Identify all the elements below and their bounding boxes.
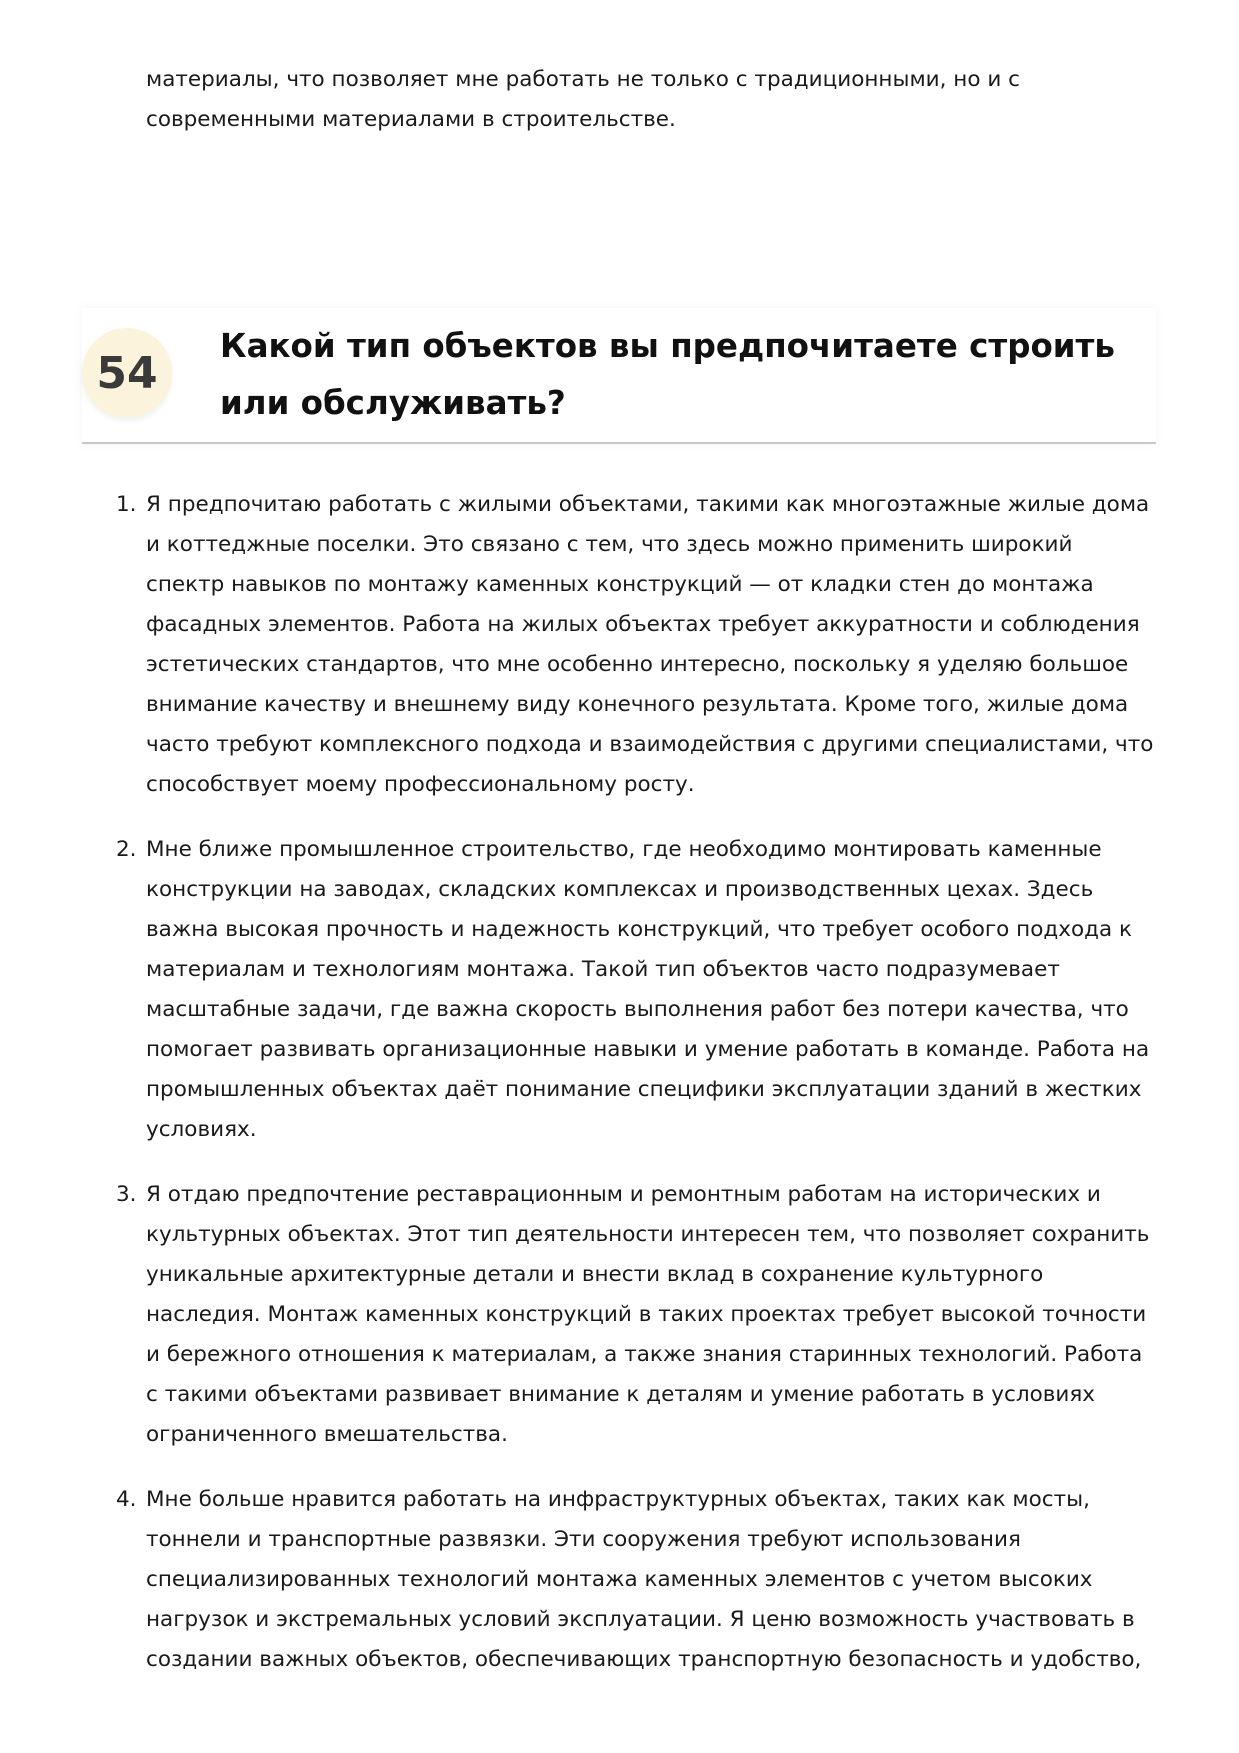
answer-list [116,485,1156,1705]
answer-item-4 [116,1480,1156,1680]
answer-item-3 [116,1175,1156,1455]
answer-item-1 [116,485,1156,805]
answer-number: 1. [116,492,137,517]
answer-number: 4. [116,1487,137,1512]
answer-text: Мне больше нравится работать на инфраструктурных объектах, таких как мосты, тоннели и транспортные развязки. Эти сооружения требуют использования специализированных технологий монтажа каменных элементов с учетом высоких нагрузок и экстремальных условий эксплуатации. Я ценю возможность участвовать в создании важных объектов, обеспечивающих транспортную безопасность и удобство, [146,1487,1142,1672]
intro-paragraph: материалы, что позволяет мне работать не только с традиционными, но и с современными материалами в строительстве. [146,67,1020,132]
answer-number: 3. [116,1182,137,1207]
answer-item-2 [116,830,1156,1150]
question-title: Какой тип объектов вы предпочитаете строить или обслуживать? [220,327,1115,422]
question-header [82,308,1156,444]
answer-text: Я отдаю предпочтение реставрационным и ремонтным работам на исторических и культурных объектах. Этот тип деятельности интересен тем, что позволяет сохранить уникальные архитектурные детали и внести вклад в сохранение культурного наследия. Монтаж каменных конструкций в таких проектах требует высокой точности и бережного отношения к материалам, а также знания старинных технологий. Работа с такими объектами развивает внимание к деталям и умение работать в условиях ограниченного вмешательства. [146,1182,1150,1447]
question-number-badge: 54 [82,328,172,418]
answer-text: Я предпочитаю работать с жилыми объектами, такими как многоэтажные жилые дома и коттеджные поселки. Это связано с тем, что здесь можно применить широкий спектр навыков по монтажу каменных конструкций — от кладки стен до монтажа фасадных элементов. Работа на жилых объектах требует аккуратности и соблюдения эстетических стандартов, что мне особенно интересно, поскольку я уделяю большое внимание качеству и внешнему виду конечного результата. Кроме того, жилые дома часто требуют комплексного подхода и взаимодействия с другими специалистами, что способствует моему профессиональному росту. [146,492,1154,797]
answer-number: 2. [116,837,137,862]
answer-text: Мне ближе промышленное строительство, где необходимо монтировать каменные конструкции на заводах, складских комплексах и производственных цехах. Здесь важна высокая прочность и надежность конструкций, что требует особого подхода к материалам и технологиям монтажа. Такой тип объектов часто подразумевает масштабные задачи, где важна скорость выполнения работ без потери качества, что помогает развивать организационные навыки и умение работать в команде. Работа на промышленных объектах даёт понимание специфики эксплуатации зданий в жестких условиях. [146,837,1150,1142]
